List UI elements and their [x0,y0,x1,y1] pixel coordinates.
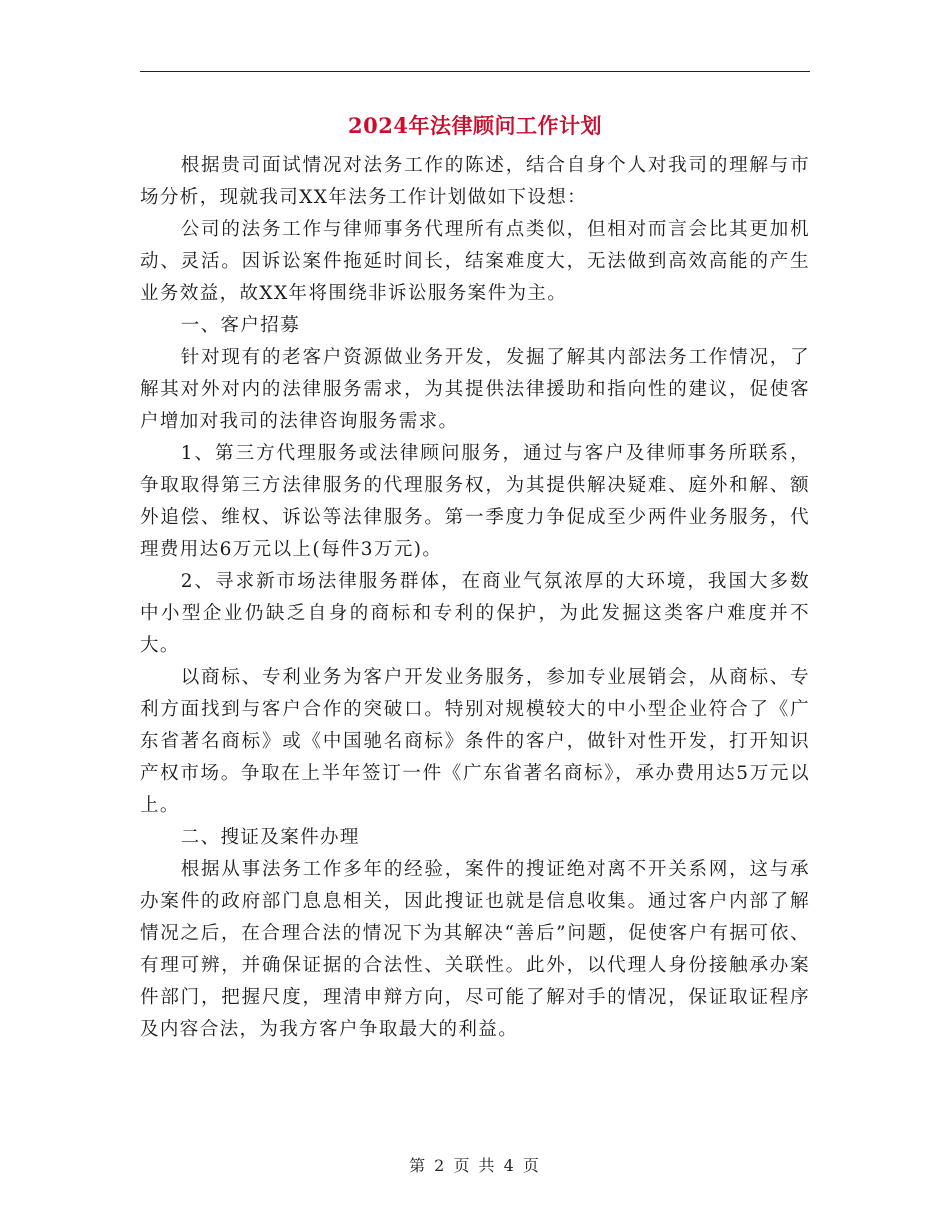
page-number-footer: 第 2 页 共 4 页 [409,1156,541,1175]
paragraph-new-market: 2、寻求新市场法律服务群体，在商业气氛浓厚的大环境，我国大多数中小型企业仍缺乏自身的商标和专利的保护，为此发掘这类客户难度并不大。 [140,571,810,656]
section-heading-client-recruitment: 一、客户招募 [180,315,301,336]
document-body [140,150,810,1046]
paragraph-trademark-patent: 以商标、专利业务为客户开发业务服务，参加专业展销会，从商标、专利方面找到与客户合作的突破口。特别对规模较大的中小型企业符合了《广东省著名商标》或《中国驰名商标》条件的客户，做针对性开发，打开知识产权市场。争取在上半年签订一件《广东省著名商标》，承办费用达5万元以上。 [140,667,810,816]
paragraph-evidence-collection: 根据从事法务工作多年的经验，案件的搜证绝对离不开关系网，这与承办案件的政府部门息息相关，因此搜证也就是信息收集。通过客户内部了解情况之后，在合理合法的情况下为其解决“善后”问题，促使客户有据可依、有理可辨，并确保证据的合法性、关联性。此外，以代理人身份接触承办案件部门，把握尺度，理清申辩方向，尽可能了解对手的情况，保证取证程序及内容合法，为我方客户争取最大的利益。 [140,859,810,1040]
paragraph-overview: 公司的法务工作与律师事务代理所有点类似，但相对而言会比其更加机动、灵活。因诉讼案件拖延时间长，结案难度大，无法做到高效高能的产生业务效益，故XX年将围绕非诉讼服务案件为主。 [140,219,810,304]
paragraph-existing-clients: 针对现有的老客户资源做业务开发，发掘了解其内部法务工作情况，了解其对外对内的法律服务需求，为其提供法律援助和指向性的建议，促使客户增加对我司的法律咨询服务需求。 [140,347,810,432]
section-heading-evidence-cases: 二、搜证及案件办理 [180,827,360,848]
header-rule [140,71,810,72]
paragraph-third-party-services: 1、第三方代理服务或法律顾问服务，通过与客户及律师事务所联系，争取取得第三方法律服务的代理服务权，为其提供解决疑难、庭外和解、额外追偿、维权、诉讼等法律服务。第一季度力争促成至少两件业务服务，代理费用达6万元以上(每件3万元)。 [140,443,810,560]
paragraph-intro: 根据贵司面试情况对法务工作的陈述，结合自身个人对我司的理解与市场分析，现就我司XX年法务工作计划做如下设想： [140,155,810,208]
document-title: 2024年法律顾问工作计划 [348,113,602,138]
